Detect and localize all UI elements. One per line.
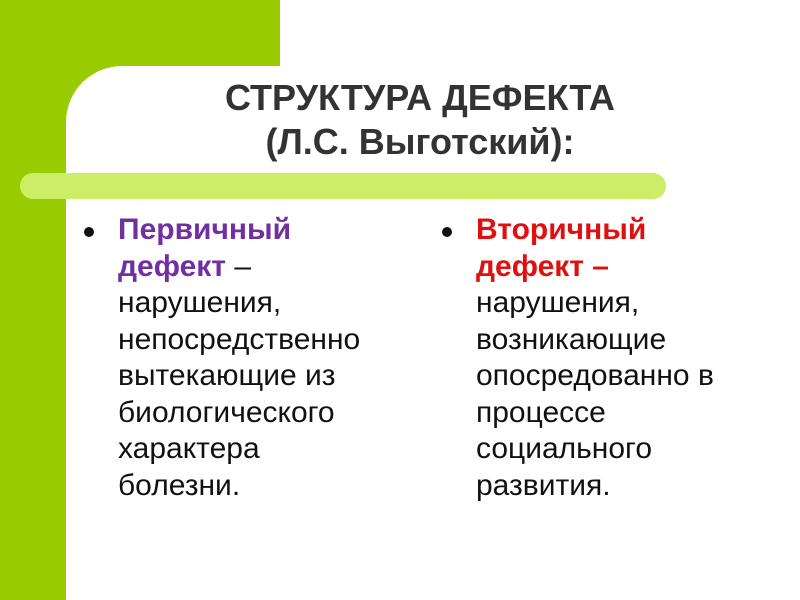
primary-term-dash: – <box>225 249 252 283</box>
primary-desc-line: характера <box>118 432 260 465</box>
bullet-icon <box>84 227 94 237</box>
primary-desc-line: биологического <box>118 395 335 429</box>
secondary-desc-line: опосредованно в <box>476 359 714 392</box>
secondary-desc-line: нарушения, <box>476 286 640 319</box>
primary-term-line-2 <box>118 249 418 286</box>
primary-desc-line: непосредственно <box>118 322 361 356</box>
title-line-2: (Л.С. Выготский): <box>265 121 575 162</box>
secondary-desc-line: социального <box>476 432 653 465</box>
primary-desc-line: нарушения, <box>118 286 282 319</box>
primary-desc-line: болезни. <box>118 468 241 502</box>
title-divider-bar <box>20 173 666 199</box>
secondary-desc-line: развития. <box>476 468 611 502</box>
primary-term-line-1: Первичный <box>118 213 292 246</box>
secondary-defect-column <box>476 212 776 504</box>
secondary-term-line-2: дефект – <box>476 249 609 283</box>
primary-term-word: дефект <box>118 249 226 283</box>
secondary-desc-line: процессе <box>476 395 606 429</box>
primary-desc-line: вытекающие из <box>118 359 336 392</box>
slide-title <box>100 76 740 164</box>
secondary-term-line-1: Вторичный <box>476 213 647 246</box>
primary-defect-column <box>118 212 418 504</box>
secondary-desc-line: возникающие <box>476 322 667 356</box>
bullet-icon <box>442 227 452 237</box>
title-line-1: СТРУКТУРА ДЕФЕКТА <box>224 77 616 118</box>
